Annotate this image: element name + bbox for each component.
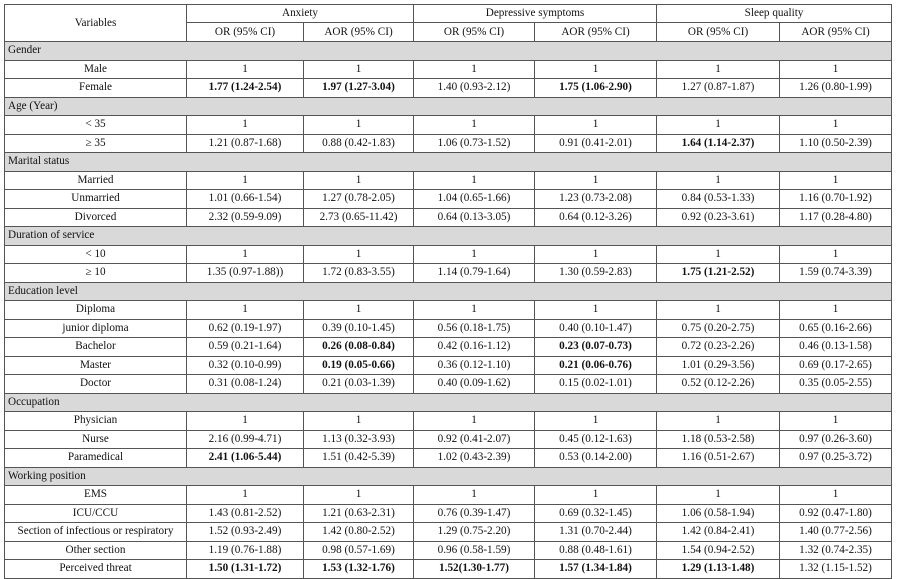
table-cell: 1.14 (0.79-1.64) [414,264,535,283]
table-cell: 1 [304,245,414,264]
table-cell: 1.21 (0.63-2.31) [304,504,414,523]
section-row [5,282,892,301]
table-cell: 1.23 (0.73-2.08) [535,190,657,209]
table-cell: 1 [657,171,780,190]
table-cell: 1 [187,245,304,264]
table-cell: 0.64 (0.12-3.26) [535,208,657,227]
table-cell: 1 [414,301,535,320]
table-row [5,356,892,375]
table-cell: 1.17 (0.28-4.80) [780,208,892,227]
table-cell: 1 [304,171,414,190]
table-row [5,430,892,449]
table-cell: 0.59 (0.21-1.64) [187,338,304,357]
table-cell: 1 [187,116,304,135]
row-label: Master [5,356,187,375]
table-cell: 1.01 (0.29-3.56) [657,356,780,375]
row-label: ICU/CCU [5,504,187,523]
table-row [5,523,892,542]
table-cell: 1.77 (1.24-2.54) [187,79,304,98]
table-cell: 1 [187,412,304,431]
depressive-symptoms-header: Depressive symptoms [414,5,657,23]
table-cell: 1 [657,486,780,505]
table-cell: 1.53 (1.32-1.76) [304,560,414,579]
section-heading: Education level [5,282,892,301]
table-cell: 0.98 (0.57-1.69) [304,541,414,560]
table-cell: 1.51 (0.42-5.39) [304,449,414,468]
table-cell: 1.06 (0.73-1.52) [414,134,535,153]
table-row [5,245,892,264]
table-cell: 0.21 (0.03-1.39) [304,375,414,394]
table-cell: 0.62 (0.19-1.97) [187,319,304,338]
table-cell: 1 [657,301,780,320]
table-cell: 0.53 (0.14-2.00) [535,449,657,468]
section-row [5,97,892,116]
table-cell: 0.97 (0.26-3.60) [780,430,892,449]
table-cell: 1.21 (0.87-1.68) [187,134,304,153]
table-row [5,338,892,357]
table-cell: 1.16 (0.70-1.92) [780,190,892,209]
table-cell: 0.21 (0.06-0.76) [535,356,657,375]
table-cell: 1.43 (0.81-2.52) [187,504,304,523]
table-cell: 1.75 (1.21-2.52) [657,264,780,283]
section-row [5,153,892,172]
table-cell: 1.27 (0.87-1.87) [657,79,780,98]
table-cell: 1 [535,60,657,79]
table-cell: 0.72 (0.23-2.26) [657,338,780,357]
table-cell: 1 [187,301,304,320]
table-cell: 1 [187,171,304,190]
table-cell: 1.32 (0.74-2.35) [780,541,892,560]
sleep-aor-header: AOR (95% CI) [780,23,892,42]
table-row [5,319,892,338]
table-cell: 1.97 (1.27-3.04) [304,79,414,98]
table-row [5,412,892,431]
table-row [5,375,892,394]
row-label: Bachelor [5,338,187,357]
row-label: < 35 [5,116,187,135]
table-cell: 0.40 (0.09-1.62) [414,375,535,394]
table-cell: 0.76 (0.39-1.47) [414,504,535,523]
table-cell: 1 [535,486,657,505]
table-cell: 0.75 (0.20-2.75) [657,319,780,338]
table-cell: 1 [657,60,780,79]
table-cell: 1.50 (1.31-1.72) [187,560,304,579]
table-cell: 2.73 (0.65-11.42) [304,208,414,227]
table-cell: 1 [187,60,304,79]
table-row [5,264,892,283]
table-cell: 1 [780,301,892,320]
table-row [5,134,892,153]
table-cell: 0.92 (0.47-1.80) [780,504,892,523]
table-row [5,190,892,209]
table-cell: 1 [304,412,414,431]
table-cell: 1 [657,116,780,135]
table-cell: 2.32 (0.59-9.09) [187,208,304,227]
table-cell: 1 [414,60,535,79]
table-cell: 0.96 (0.58-1.59) [414,541,535,560]
table-cell: 0.92 (0.41-2.07) [414,430,535,449]
table-cell: 1 [535,245,657,264]
section-heading: Gender [5,42,892,61]
table-cell: 1.42 (0.84-2.41) [657,523,780,542]
table-row [5,486,892,505]
section-row [5,467,892,486]
sleep-quality-header: Sleep quality [657,5,892,23]
table-cell: 1.54 (0.94-2.52) [657,541,780,560]
row-label: EMS [5,486,187,505]
table-row [5,208,892,227]
table-cell: 1.29 (0.75-2.20) [414,523,535,542]
table-cell: 0.84 (0.53-1.33) [657,190,780,209]
table-cell: 0.56 (0.18-1.75) [414,319,535,338]
table-body [5,42,892,579]
table-cell: 2.41 (1.06-5.44) [187,449,304,468]
table-cell: 0.97 (0.25-3.72) [780,449,892,468]
table-cell: 0.46 (0.13-1.58) [780,338,892,357]
row-label: Paramedical [5,449,187,468]
table-cell: 1.59 (0.74-3.39) [780,264,892,283]
table-cell: 0.31 (0.08-1.24) [187,375,304,394]
table-cell: 1.42 (0.80-2.52) [304,523,414,542]
table-cell: 1 [304,301,414,320]
table-cell: 1 [414,412,535,431]
section-heading: Working position [5,467,892,486]
table-cell: 0.23 (0.07-0.73) [535,338,657,357]
header-row-groups [5,5,892,23]
table-cell: 0.42 (0.16-1.12) [414,338,535,357]
row-label: Married [5,171,187,190]
table-cell: 1.10 (0.50-2.39) [780,134,892,153]
table-cell: 1.40 (0.93-2.12) [414,79,535,98]
section-heading: Age (Year) [5,97,892,116]
section-heading: Marital status [5,153,892,172]
table-cell: 1.52 (0.93-2.49) [187,523,304,542]
table-cell: 1.75 (1.06-2.90) [535,79,657,98]
table-row [5,116,892,135]
sleep-or-header: OR (95% CI) [657,23,780,42]
table-cell: 0.64 (0.13-3.05) [414,208,535,227]
table-cell: 0.69 (0.32-1.45) [535,504,657,523]
table-cell: 1 [414,171,535,190]
table-cell: 1.19 (0.76-1.88) [187,541,304,560]
row-label: Physician [5,412,187,431]
section-heading: Duration of service [5,227,892,246]
table-cell: 1.04 (0.65-1.66) [414,190,535,209]
table-cell: 0.19 (0.05-0.66) [304,356,414,375]
table-container [4,4,892,579]
table-row [5,560,892,579]
row-label: Unmarried [5,190,187,209]
table-cell: 1 [780,412,892,431]
table-cell: 0.69 (0.17-2.65) [780,356,892,375]
table-cell: 1 [657,412,780,431]
table-cell: 1.16 (0.51-2.67) [657,449,780,468]
table-cell: 1.30 (0.59-2.83) [535,264,657,283]
table-cell: 1.02 (0.43-2.39) [414,449,535,468]
table-cell: 1.52(1.30-1.77) [414,560,535,579]
depressive-aor-header: AOR (95% CI) [535,23,657,42]
table-cell: 0.92 (0.23-3.61) [657,208,780,227]
table-cell: 1.57 (1.34-1.84) [535,560,657,579]
table-cell: 1 [780,171,892,190]
table-row [5,504,892,523]
odds-ratio-table [4,4,892,579]
section-row [5,42,892,61]
anxiety-aor-header: AOR (95% CI) [304,23,414,42]
row-label: Section of infectious or respiratory [5,523,187,542]
table-cell: 0.32 (0.10-0.99) [187,356,304,375]
table-cell: 1 [304,116,414,135]
table-cell: 1 [780,245,892,264]
table-cell: 1 [780,116,892,135]
table-cell: 0.36 (0.12-1.10) [414,356,535,375]
row-label: Female [5,79,187,98]
table-cell: 1 [304,486,414,505]
table-row [5,301,892,320]
table-cell: 1 [657,245,780,264]
table-cell: 1 [535,116,657,135]
table-cell: 1.01 (0.66-1.54) [187,190,304,209]
anxiety-or-header: OR (95% CI) [187,23,304,42]
table-cell: 0.88 (0.48-1.61) [535,541,657,560]
table-row [5,79,892,98]
depressive-or-header: OR (95% CI) [414,23,535,42]
table-cell: 0.26 (0.08-0.84) [304,338,414,357]
table-cell: 1.31 (0.70-2.44) [535,523,657,542]
row-label: Divorced [5,208,187,227]
table-cell: 1 [187,486,304,505]
row-label: ≥ 10 [5,264,187,283]
table-cell: 0.39 (0.10-1.45) [304,319,414,338]
table-cell: 1.32 (1.15-1.52) [780,560,892,579]
table-cell: 1 [780,486,892,505]
row-label: Perceived threat [5,560,187,579]
table-cell: 0.91 (0.41-2.01) [535,134,657,153]
table-cell: 1 [780,60,892,79]
table-cell: 1.64 (1.14-2.37) [657,134,780,153]
table-row [5,449,892,468]
table-row [5,171,892,190]
table-cell: 1 [414,245,535,264]
table-cell: 0.45 (0.12-1.63) [535,430,657,449]
table-cell: 2.16 (0.99-4.71) [187,430,304,449]
row-label: Doctor [5,375,187,394]
table-cell: 0.15 (0.02-1.01) [535,375,657,394]
anxiety-header: Anxiety [187,5,414,23]
table-row [5,541,892,560]
table-cell: 1.72 (0.83-3.55) [304,264,414,283]
table-cell: 0.52 (0.12-2.26) [657,375,780,394]
table-cell: 0.40 (0.10-1.47) [535,319,657,338]
row-label: Male [5,60,187,79]
table-cell: 0.35 (0.05-2.55) [780,375,892,394]
variables-header: Variables [5,5,187,42]
table-cell: 1.29 (1.13-1.48) [657,560,780,579]
row-label: junior diploma [5,319,187,338]
table-cell: 1 [414,116,535,135]
table-cell: 1.06 (0.58-1.94) [657,504,780,523]
row-label: Diploma [5,301,187,320]
table-cell: 1 [304,60,414,79]
table-cell: 1 [535,171,657,190]
section-row [5,227,892,246]
table-cell: 1.26 (0.80-1.99) [780,79,892,98]
table-cell: 1 [535,301,657,320]
row-label: < 10 [5,245,187,264]
row-label: Nurse [5,430,187,449]
table-row [5,60,892,79]
section-heading: Occupation [5,393,892,412]
table-cell: 0.65 (0.16-2.66) [780,319,892,338]
table-cell: 1.13 (0.32-3.93) [304,430,414,449]
table-cell: 1 [414,486,535,505]
table-cell: 0.88 (0.42-1.83) [304,134,414,153]
table-cell: 1.40 (0.77-2.56) [780,523,892,542]
table-cell: 1.18 (0.53-2.58) [657,430,780,449]
table-cell: 1.35 (0.97-1.88)) [187,264,304,283]
section-row [5,393,892,412]
row-label: Other section [5,541,187,560]
table-cell: 1 [535,412,657,431]
table-cell: 1.27 (0.78-2.05) [304,190,414,209]
row-label: ≥ 35 [5,134,187,153]
